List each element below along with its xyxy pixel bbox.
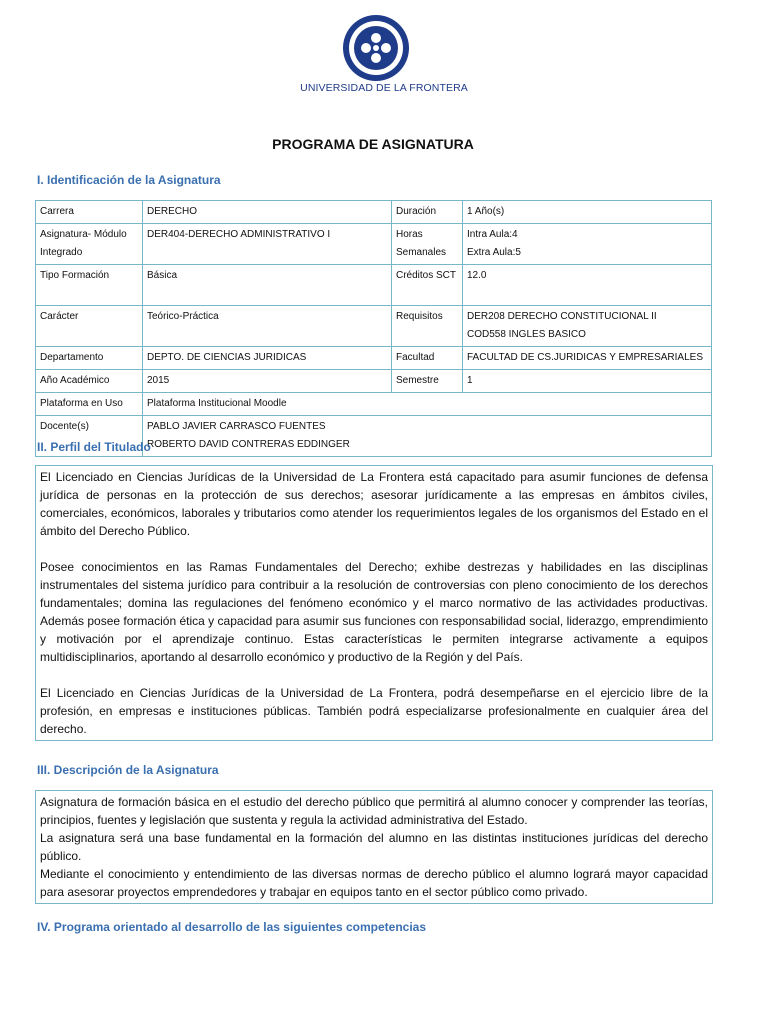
value-cell: [143, 416, 712, 457]
requisite-1: DER208 DERECHO CONSTITUCIONAL II: [467, 311, 657, 322]
label-cell: Facultad: [392, 347, 463, 370]
table-row: [36, 306, 712, 347]
section-4-heading: IV. Programa orientado al desarrollo de las siguientes competencias: [37, 920, 427, 934]
label-cell: Docente(s): [36, 416, 143, 457]
university-name: UNIVERSIDAD DE LA FRONTERA: [300, 82, 468, 94]
university-seal-logo: [342, 14, 410, 82]
identification-table: [35, 200, 712, 457]
value-cell: 12.0: [463, 265, 712, 306]
label-cell: Año Académico: [36, 370, 143, 393]
label-cell: Carrera: [36, 201, 143, 224]
graduate-profile-box: [35, 465, 713, 741]
teacher-2: ROBERTO DAVID CONTRERAS EDDINGER: [147, 439, 350, 450]
value-cell: Plataforma Institucional Moodle: [143, 393, 712, 416]
label-cell: Horas Semanales: [392, 224, 463, 265]
label-cell: Departamento: [36, 347, 143, 370]
label-cell: Tipo Formación: [36, 265, 143, 306]
hours-intra: Intra Aula:4: [467, 229, 518, 240]
document-title: PROGRAMA DE ASIGNATURA: [272, 136, 474, 152]
label-cell: Carácter: [36, 306, 143, 347]
value-cell: Teórico-Práctica: [143, 306, 392, 347]
description-paragraph: La asignatura será una base fundamental en la formación del alumno en las distintas instituciones jurídicas del derecho público.: [40, 831, 708, 863]
description-paragraph: Asignatura de formación básica en el estudio del derecho público que permitirá al alumno conocer y comprender las teorías, principios, fuentes y legislación que sustenta y regula la actividad administrativa del Estado.: [40, 795, 708, 827]
course-description-box: [35, 790, 713, 904]
value-cell: 1: [463, 370, 712, 393]
table-row: [36, 393, 712, 416]
teacher-1: PABLO JAVIER CARRASCO FUENTES: [147, 421, 326, 432]
description-paragraph: Mediante el conocimiento y entendimiento de las diversas normas de derecho público el alumno logrará mayor capacidad para asesorar proyectos emprendedores y trabajar en equipos tanto en el sector público como privado.: [40, 867, 708, 899]
value-cell: [463, 306, 712, 347]
label-cell: Créditos SCT: [392, 265, 463, 306]
label-cell: Asignatura- Módulo Integrado: [36, 224, 143, 265]
section-3-heading: III. Descripción de la Asignatura: [37, 763, 219, 777]
value-cell: DEPTO. DE CIENCIAS JURIDICAS: [143, 347, 392, 370]
value-cell: Básica: [143, 265, 392, 306]
value-cell: DERECHO: [143, 201, 392, 224]
table-row: [36, 347, 712, 370]
section-1-heading: I. Identificación de la Asignatura: [37, 173, 221, 187]
table-row: [36, 224, 712, 265]
label-cell: Plataforma en Uso: [36, 393, 143, 416]
value-cell: DER404-DERECHO ADMINISTRATIVO I: [143, 224, 392, 265]
profile-paragraph: Posee conocimientos en las Ramas Fundamentales del Derecho; exhibe destrezas y habilidades en las disciplinas instrumentales del sistema jurídico para contribuir a la resolución de controversias con pleno conocimiento de los derechos fundamentales; domina las regulaciones del fenómeno económico y el marco normativo de las actividades productivas. Además posee formación ética y capacidad para asumir sus funciones con responsabilidad social, liderazgo, emprendimiento y motivación por el aprendizaje continuo. Estas características le permiten integrarse activamente a equipos multidisciplinarios, aportando al desarrollo económico y productivo de la Región y del País.: [40, 560, 708, 664]
value-cell: 2015: [143, 370, 392, 393]
label-cell: Semestre: [392, 370, 463, 393]
section-2-heading: II. Perfil del Titulado: [37, 440, 151, 454]
profile-paragraph: El Licenciado en Ciencias Jurídicas de la Universidad de La Frontera, podrá desempeñarse en el ejercicio libre de la profesión, en empresas e instituciones públicas. También podrá especializarse profesionalmente en cualquier área del derecho.: [40, 686, 708, 736]
value-cell: [463, 224, 712, 265]
label-cell: Requisitos: [392, 306, 463, 347]
profile-paragraph: El Licenciado en Ciencias Jurídicas de la Universidad de La Frontera está capacitado para asumir funciones de defensa jurídica de personas en la protección de sus derechos; asesorar jurídicamente a las empresas en ámbitos civiles, comerciales, económicos, laborales y tributarios como atender los requerimientos legales de los organismos del Estado en el ámbito del Derecho Público.: [40, 470, 708, 538]
value-cell: 1 Año(s): [463, 201, 712, 224]
label-cell: Duración: [392, 201, 463, 224]
table-row: [36, 201, 712, 224]
table-row: [36, 265, 712, 306]
value-cell: FACULTAD DE CS.JURIDICAS Y EMPRESARIALES: [463, 347, 712, 370]
requisite-2: COD558 INGLES BASICO: [467, 329, 586, 340]
table-row: [36, 370, 712, 393]
hours-extra: Extra Aula:5: [467, 247, 521, 258]
